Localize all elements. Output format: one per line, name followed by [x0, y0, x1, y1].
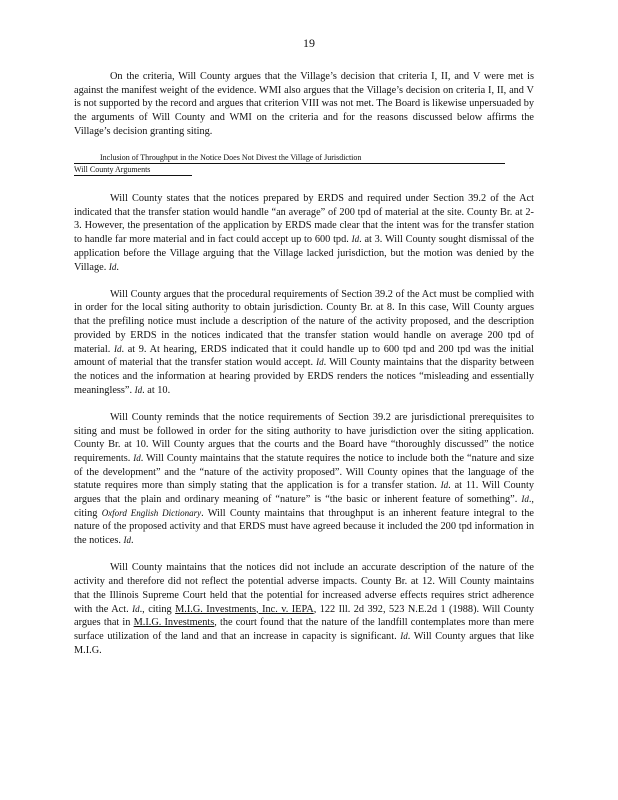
paragraph-procedural-requirements: [74, 288, 534, 398]
heading-title: Inclusion of Throughput in the Notice Does Not Divest the Village of Jurisdiction: [74, 152, 505, 164]
text-run: , 122 Ill. 2d 392, 523 N.E.2d 1 (1988). Will County argues that in: [74, 603, 534, 629]
text-run: . Will County argues that like M.I.G.: [74, 630, 534, 656]
citation-id: Id: [521, 494, 529, 505]
text-run: . at 9. At hearing, ERDS indicated that it could handle up to 600 tpd and 200 tpd was the initial amount of material that the transfer station would accept.: [74, 343, 534, 369]
text-run: ., citing: [74, 494, 534, 519]
case-citation: M.I.G. Investments, Inc. v. IEPA: [175, 603, 314, 615]
citation-id: Id: [123, 535, 131, 546]
text-run: . at 10.: [142, 384, 171, 396]
text-run: . at 3. Will County sought dismissal of the application before the Village arguing that the Village lacked jurisdiction, but the motion was denied by the Village.: [74, 234, 534, 273]
page-number: 19: [303, 36, 315, 50]
text-run: . Will County maintains that throughput is an inherent feature integral to the nature of the proposed activity and that ERDS must have agreed because it included the 200 tpd information in the notices.: [74, 507, 534, 547]
citation-id: Id: [440, 480, 449, 491]
text-run: . at 11. Will County argues that the plain and ordinary meaning of “nature” is “the basic or inherent feature of something”.: [74, 480, 534, 506]
citation-id: Id: [134, 384, 143, 395]
citation-dictionary: Oxford English Dictionary: [101, 507, 202, 518]
text-run: . Will County maintains that the disparity between the notices and the information at hearing provided by ERDS renders the notices “misleading and essentially meaningless”.: [74, 357, 535, 396]
citation-id: Id: [132, 603, 140, 614]
text-run: Will County maintains that the notices did not include an accurate description of the nature of the activity and therefore did not reflect the potential adverse impacts. County Br. at 12. Will County maintains that the Illinois Supreme Court held that the potential for increased adverse effects requires strict adherence with the Act.: [74, 562, 534, 615]
text-run: Will County reminds that the notice requirements of Section 39.2 are jurisdictional prerequisites to siting and must be followed in order for the siting authority to have jurisdiction over the siting application. County Br. at 10. Will County argues that the courts and the Board have “thoroughly discussed” the notice requirements.: [74, 411, 534, 464]
citation-id: Id: [400, 630, 408, 641]
heading-subtitle: Will County Arguments: [74, 164, 192, 176]
citation-id: Id: [316, 357, 324, 368]
text-run: .: [130, 535, 134, 547]
case-citation: M.I.G. Investments: [133, 617, 215, 629]
paragraph-criteria: On the criteria, Will County argues that the Village’s decision that criteria I, II, and V were met is against the manifest weight of the evidence. WMI also argues that the Village’s decision on criteria I, II, and V is not supported by the record and argues that criterion VIII was not met. The Board is likewise unpersuaded by the arguments of Will County and WMI on the criteria and for the reasons discussed below affirms the Village’s decision granting siting.: [74, 71, 534, 137]
citation-id: Id: [133, 452, 141, 463]
citation-id: Id: [113, 343, 122, 354]
text-run: Will County states that the notices prepared by ERDS and required under Section 39.2 of the Act indicated that the transfer station would handle “an average” of 200 tpd of material at the site. County Br. at 2-3. However, the presentation of the application by ERDS made clear that the intent was for the transfer station to handle far more material and in fact could accept up to 600 tpd.: [74, 193, 534, 246]
paragraph-jurisdictional-prerequisites: [74, 411, 534, 548]
paragraph-adverse-impacts: [74, 561, 534, 657]
text-run: , the court found that the nature of the landfill contemplates more than mere surface utilization of the land and that an increase in capacity is significant.: [74, 617, 534, 642]
text-run: Will County argues that the procedural requirements of Section 39.2 of the Act must be complied with in order for the local siting authority to obtain jurisdiction. County Br. at 8. In this case, Will County argues that the prefiling notice must include a description of the nature of the activity proposed, and the description provided by ERDS in the notices indicated that the transfer station would handle on average 200 tpd of material.: [74, 288, 534, 355]
citation-id: Id: [108, 261, 117, 272]
text-run: ., citing: [139, 603, 172, 615]
section-heading: [74, 152, 534, 176]
text-run: .: [116, 261, 119, 273]
paragraph-notices-prepared: [74, 192, 534, 274]
text-run: . Will County maintains that the statute requires the notice to include both the “nature and size of the development” and the “nature of the activity proposed”. Will County opines that the language of the statute requires more than simply stating that the application is for a transfer station.: [74, 452, 534, 492]
citation-id: Id: [351, 234, 360, 245]
document-body: [74, 70, 534, 671]
